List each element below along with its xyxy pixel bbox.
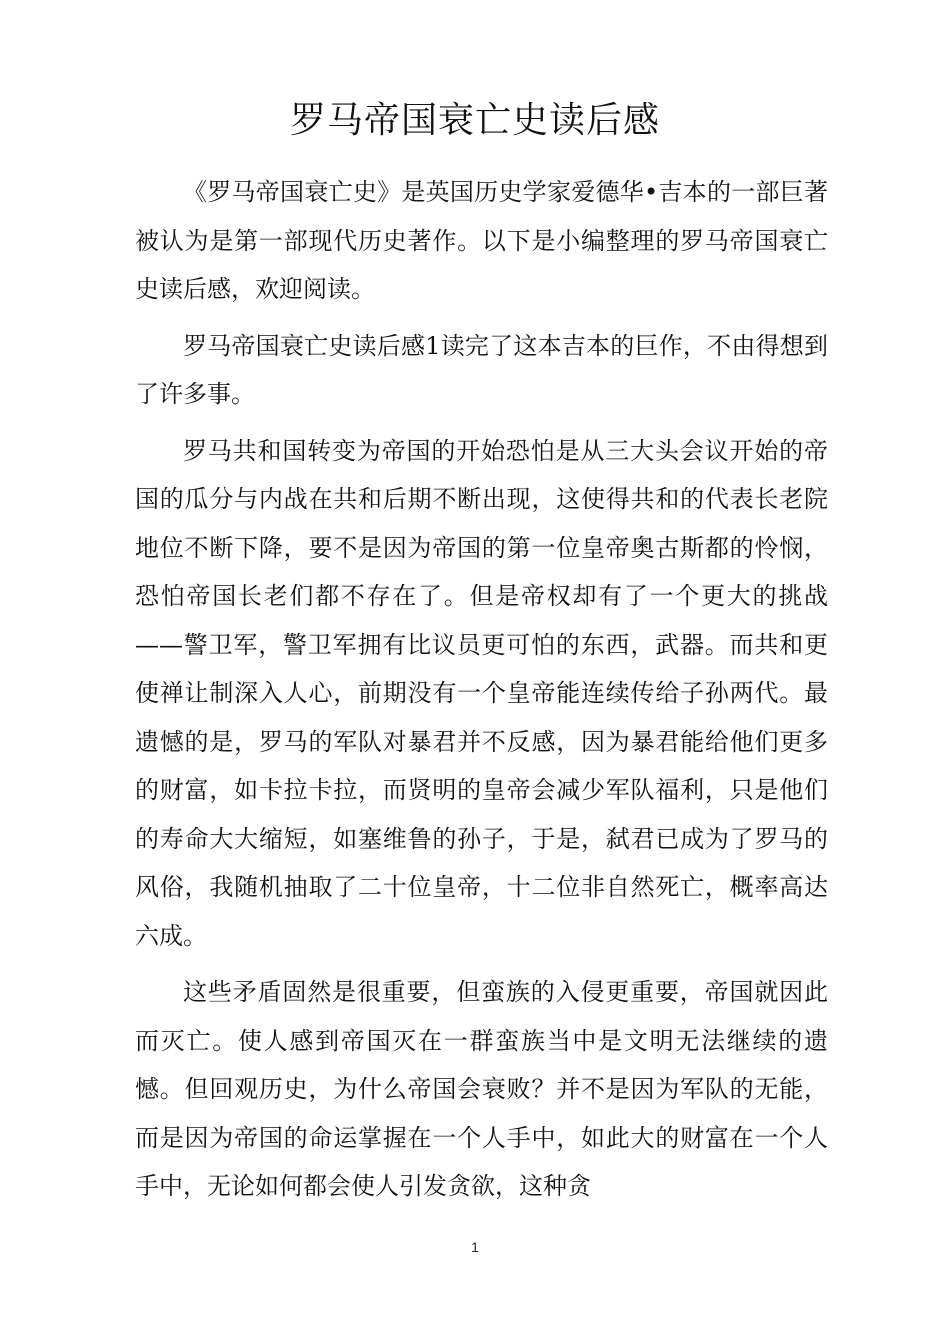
document-title: 罗马帝国衰亡史读后感 <box>289 100 660 141</box>
document-body <box>135 168 828 1219</box>
paragraph-reflection-1: 罗马帝国衰亡史读后感1读完了这本吉本的巨作，不由得想到了许多事。 <box>135 331 828 408</box>
page-number: 1 <box>471 1239 479 1255</box>
paragraph-barbarian-invasion: 这些矛盾固然是很重要，但蛮族的入侵更重要，帝国就因此而灭亡。使人感到帝国灭在一群蛮族当中是文明无法继续的遗憾。但回观历史，为什么帝国会衰败？并不是因为军队的无能，而是因为帝国的命运掌握在一个人手中，如此大的财富在一个人手中，无论如何都会使人引发贪欲，这种贪 <box>135 978 828 1200</box>
paragraph-republic-to-empire: 罗马共和国转变为帝国的开始恐怕是从三大头会议开始的帝国的瓜分与内战在共和后期不断出现，这使得共和的代表长老院地位不断下降，要不是因为帝国的第一位皇帝奥古斯都的怜悯，恐怕帝国长老们都不存在了。但是帝权却有了一个更大的挑战——警卫军，警卫军拥有比议员更可怕的东西，武器。而共和更使禅让制深入人心，前期没有一个皇帝能连续传给子孙两代。最遗憾的是，罗马的军队对暴君并不反感，因为暴君能给他们更多的财富，如卡拉卡拉，而贤明的皇帝会减少军队福利，只是他们的寿命大大缩短，如塞维鲁的孙子，于是，弑君已成为了罗马的风俗，我随机抽取了二十位皇帝，十二位非自然死亡，概率高达六成。 <box>135 436 828 950</box>
paragraph-intro: 《罗马帝国衰亡史》是英国历史学家爱德华•吉本的一部巨著被认为是第一部现代历史著作。以下是小编整理的罗马帝国衰亡史读后感，欢迎阅读。 <box>135 178 828 303</box>
